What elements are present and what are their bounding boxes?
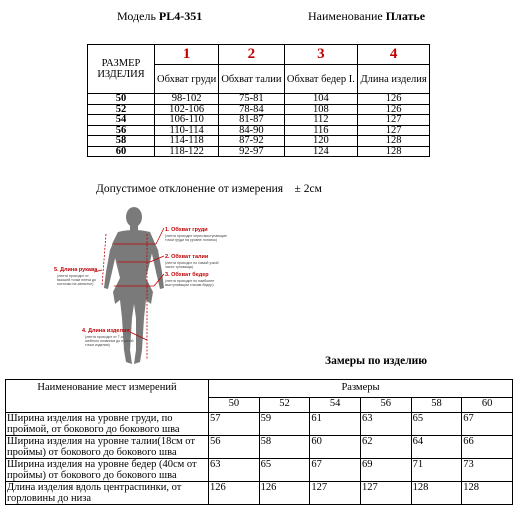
- table-row: [88, 125, 430, 136]
- sleeve-note: высшей точки плеча до: [57, 278, 97, 282]
- value-cell: 73: [462, 459, 513, 482]
- length-note: точки изделия): [85, 343, 110, 347]
- product-name-line: [308, 9, 425, 24]
- value-cell: 63: [209, 459, 260, 482]
- value-cell: 127: [360, 482, 411, 505]
- table-row: [6, 482, 513, 505]
- value-cell: 56: [209, 436, 260, 459]
- row-label: Ширина изделия на уровне груди, по проймой, от бокового до бокового шва: [6, 413, 209, 436]
- table-row: [88, 115, 430, 126]
- size-header-cell: [88, 45, 155, 94]
- name-prefix: Наименование: [308, 9, 383, 23]
- table-row: [88, 104, 430, 115]
- value-cell: 98-102: [155, 94, 219, 105]
- waist-label: 2. Обхват талии: [165, 254, 209, 260]
- size-header: РАЗМЕР ИЗДЕЛИЯ: [97, 58, 145, 80]
- value-cell: 84-90: [219, 125, 284, 136]
- sleeve-note: (лента проходит от: [57, 274, 89, 278]
- model-prefix: Модель: [117, 9, 156, 23]
- length-note: (лента проходит от 7-го: [85, 335, 125, 339]
- size-cell: 54: [88, 115, 155, 126]
- name-header: Наименование мест измерений: [6, 380, 209, 413]
- value-cell: 64: [411, 436, 462, 459]
- size-cell: 58: [88, 136, 155, 147]
- waist-note: (лента проходит по самой узкой: [165, 261, 219, 265]
- value-cell: 120: [284, 136, 358, 147]
- value-cell: 75-81: [219, 94, 284, 105]
- table-row: [6, 413, 513, 436]
- value-cell: 128: [411, 482, 462, 505]
- value-cell: 57: [209, 413, 260, 436]
- value-cell: 78-84: [219, 104, 284, 115]
- value-cell: 112: [284, 115, 358, 126]
- hips-note: выступающим точкам бедер): [165, 283, 214, 287]
- size-col-header: 52: [259, 398, 310, 413]
- value-cell: 69: [360, 459, 411, 482]
- col-num-3: 3: [284, 45, 358, 65]
- value-cell: 128: [358, 136, 430, 147]
- value-cell: 126: [209, 482, 260, 505]
- value-cell: 87-92: [219, 136, 284, 147]
- value-cell: 92-97: [219, 146, 284, 157]
- measurement-figure: [52, 200, 252, 370]
- table-row: [6, 459, 513, 482]
- chest-label: 1. Обхват груди: [165, 227, 208, 233]
- value-cell: 114-118: [155, 136, 219, 147]
- value-cell: 127: [358, 115, 430, 126]
- value-cell: 124: [284, 146, 358, 157]
- value-cell: 61: [310, 413, 361, 436]
- value-cell: 128: [462, 482, 513, 505]
- waist-note: части туловища): [165, 265, 193, 269]
- measurements-title: Замеры по изделию: [325, 355, 428, 367]
- value-cell: 118-122: [155, 146, 219, 157]
- value-cell: 127: [358, 125, 430, 136]
- sleeve-note: косточки на запястье): [57, 282, 94, 286]
- table-row: [6, 436, 513, 459]
- value-cell: 104: [284, 94, 358, 105]
- table-row: [88, 146, 430, 157]
- table-row: [88, 136, 430, 147]
- value-cell: 106-110: [155, 115, 219, 126]
- value-cell: 63: [360, 413, 411, 436]
- size-col-header: 58: [411, 398, 462, 413]
- value-cell: 127: [310, 482, 361, 505]
- size-col-header: 60: [462, 398, 513, 413]
- length-label: 4. Длина изделия: [82, 328, 130, 334]
- sleeve-label: 5. Длина рукава: [54, 267, 98, 273]
- row-label: Ширина изделия на уровне бедер (40см от проймы) от бокового до бокового шва: [6, 459, 209, 482]
- value-cell: 62: [360, 436, 411, 459]
- model-line: [117, 9, 202, 24]
- size-cell: 60: [88, 146, 155, 157]
- value-cell: 67: [462, 413, 513, 436]
- col-num-1: 1: [155, 45, 219, 65]
- col-num-2: 2: [219, 45, 284, 65]
- size-table: [87, 44, 430, 157]
- col-label-2: Обхват талии: [219, 65, 284, 94]
- chest-note: (лента проходит через выступающие: [165, 234, 228, 238]
- value-cell: 108: [284, 104, 358, 115]
- model-code: PL4-351: [158, 9, 203, 23]
- hips-label: 3. Обхват бедер: [165, 272, 209, 278]
- row-label: Длина изделия вдоль центраспинки, от горловины до низа: [6, 482, 209, 505]
- value-cell: 65: [259, 459, 310, 482]
- tolerance-line: [96, 183, 322, 195]
- value-cell: 126: [358, 94, 430, 105]
- col-num-4: 4: [358, 45, 430, 65]
- measurements-table: [5, 379, 513, 505]
- tolerance-value: ± 2см: [294, 183, 322, 195]
- value-cell: 102-106: [155, 104, 219, 115]
- size-col-header: 56: [360, 398, 411, 413]
- value-cell: 110-114: [155, 125, 219, 136]
- size-col-header: 50: [209, 398, 260, 413]
- value-cell: 71: [411, 459, 462, 482]
- value-cell: 126: [259, 482, 310, 505]
- value-cell: 126: [358, 104, 430, 115]
- name-value: Платье: [385, 9, 426, 23]
- value-cell: 66: [462, 436, 513, 459]
- value-cell: 128: [358, 146, 430, 157]
- size-cell: 56: [88, 125, 155, 136]
- hips-note: (лента проходит по наиболее: [165, 279, 215, 283]
- row-label: Ширина изделия на уровне талии(18см от проймы) от бокового до бокового шва: [6, 436, 209, 459]
- value-cell: 81-87: [219, 115, 284, 126]
- col-label-1: Обхват груди: [155, 65, 219, 94]
- value-cell: 59: [259, 413, 310, 436]
- size-cell: 50: [88, 94, 155, 105]
- value-cell: 65: [411, 413, 462, 436]
- size-col-header: 54: [310, 398, 361, 413]
- value-cell: 60: [310, 436, 361, 459]
- value-cell: 58: [259, 436, 310, 459]
- col-label-4: Длина изделия: [358, 65, 430, 94]
- value-cell: 67: [310, 459, 361, 482]
- size-cell: 52: [88, 104, 155, 115]
- length-note: шейного позвонка до нужной: [85, 339, 134, 343]
- table-row: [88, 94, 430, 105]
- col-label-3: Обхват бедер I.: [284, 65, 358, 94]
- tolerance-text: Допустимое отклонение от измерения: [96, 183, 284, 195]
- value-cell: 116: [284, 125, 358, 136]
- sizes-header: Размеры: [209, 380, 513, 398]
- chest-note: точки груди на уровне лопаток): [165, 238, 218, 242]
